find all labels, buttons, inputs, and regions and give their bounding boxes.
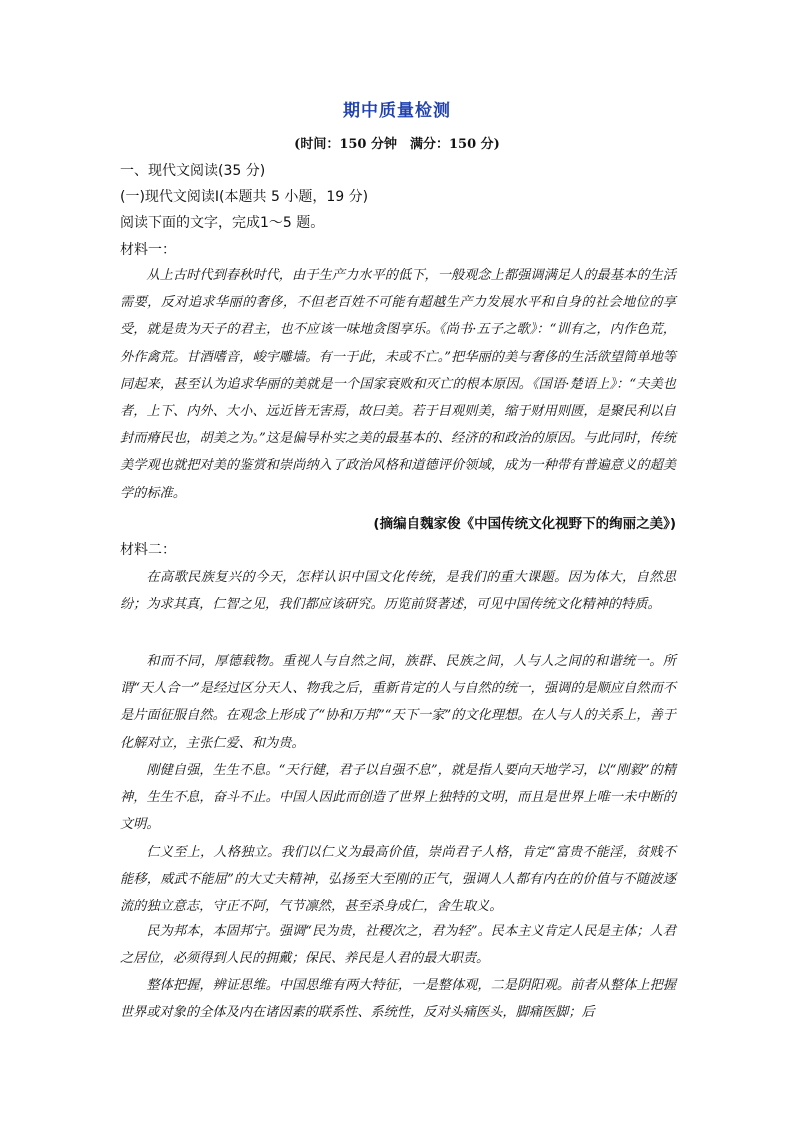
material2-paragraph: 刚健自强，生生不息。“天行健，君子以自强不息”，就是指人要向天地学习，以“刚毅”的精神，生生不息，奋斗不止。中国人因此而创造了世界上独特的文明，而且是世界上唯一未中断的文明。 <box>120 763 676 833</box>
material2-paragraph: 仁义至上，人格独立。我们以仁义为最高价值，崇尚君子人格，肯定“富贵不能淫，贫贱不能移，威武不能屈”的大丈夫精神，弘扬至大至刚的正气，强调人人都有内在的价值与不随波逐流的独立意志，守正不阿，气节凛然，甚至杀身成仁，舍生取义。 <box>120 845 676 915</box>
material1-source: (摘编自魏家俊《中国传统文化视野下的绚丽之美》) <box>373 516 676 532</box>
material2-paragraph: 整体把握，辨证思维。中国思维有两大特征，一是整体观，二是阴阳观。前者从整体上把握世界或对象的全体及内在诸因素的联系性、系统性，反对头痛医头，脚痛医脚；后 <box>120 978 676 1021</box>
material2-paragraph: 和而不同，厚德载物。重视人与自然之间，族群、民族之间，人与人之间的和谐统一。所谓“天人合一”是经过区分天人、物我之后，重新肯定的人与自然的统一，强调的是顺应自然而不是片面征服自然。在观念上形成了“协和万邦”“天下一家”的文化理想。在人与人的关系上，善于化解对立，主张仁爱、和为贵。 <box>120 654 676 751</box>
material2-paragraph: 民为邦本，本固邦宁。强调“民为贵，社稷次之，君为轻”。民本主义肯定人民是主体；人君之居位，必须得到人民的拥戴；保民、养民是人君的最大职责。 <box>120 924 676 967</box>
exam-time-score: (时间：150 分钟 满分：150 分) <box>294 137 500 152</box>
reading-instruction: 阅读下面的文字，完成1～5 题。 <box>120 215 325 231</box>
material1-paragraph: 从上古时代到春秋时代，由于生产力水平的低下，一般观念上都强调满足人的最基本的生活需要，反对追求华丽的奢侈，不但老百姓不可能有超越生产力发展水平和自身的社会地位的享受，就是贵为天子的君主，也不应该一味地贪图享乐。《尚书·五子之歌》：“训有之，内作色荒，外作禽荒。甘酒嗜音，峻宇雕墙。有一于此，未或不亡。”把华丽的美与奢侈的生活欲望简单地等同起来，甚至认为追求华丽的美就是一个国家衰败和灭亡的根本原因。《国语·楚语上》：“夫美也者，上下、内外、大小、远近皆无害焉，故曰美。若于目观则美，缩于财用则匮，是聚民利以自封而瘠民也，胡美之为。”这是偏导朴实之美的最基本的、经济的和政治的原因。与此同时，传统美学观也就把对美的鉴赏和崇尚纳入了政治风格和道德评价领域，成为一种带有普遍意义的超美学的标准。 <box>120 268 676 501</box>
material1-label: 材料一： <box>120 242 176 258</box>
page-title: 期中质量检测 <box>343 101 451 121</box>
material2-label: 材料二： <box>120 542 176 558</box>
subsection-heading: (一)现代文阅读Ⅰ(本题共 5 小题，19 分) <box>120 189 369 205</box>
section-heading: 一、现代文阅读(35 分) <box>120 163 266 179</box>
material2-paragraph: 在高歌民族复兴的今天，怎样认识中国文化传统，是我们的重大课题。因为体大，自然思纷；为求其真，仁智之见，我们都应该研究。历览前贤著述，可见中国传统文化精神的特质。 <box>120 570 676 613</box>
